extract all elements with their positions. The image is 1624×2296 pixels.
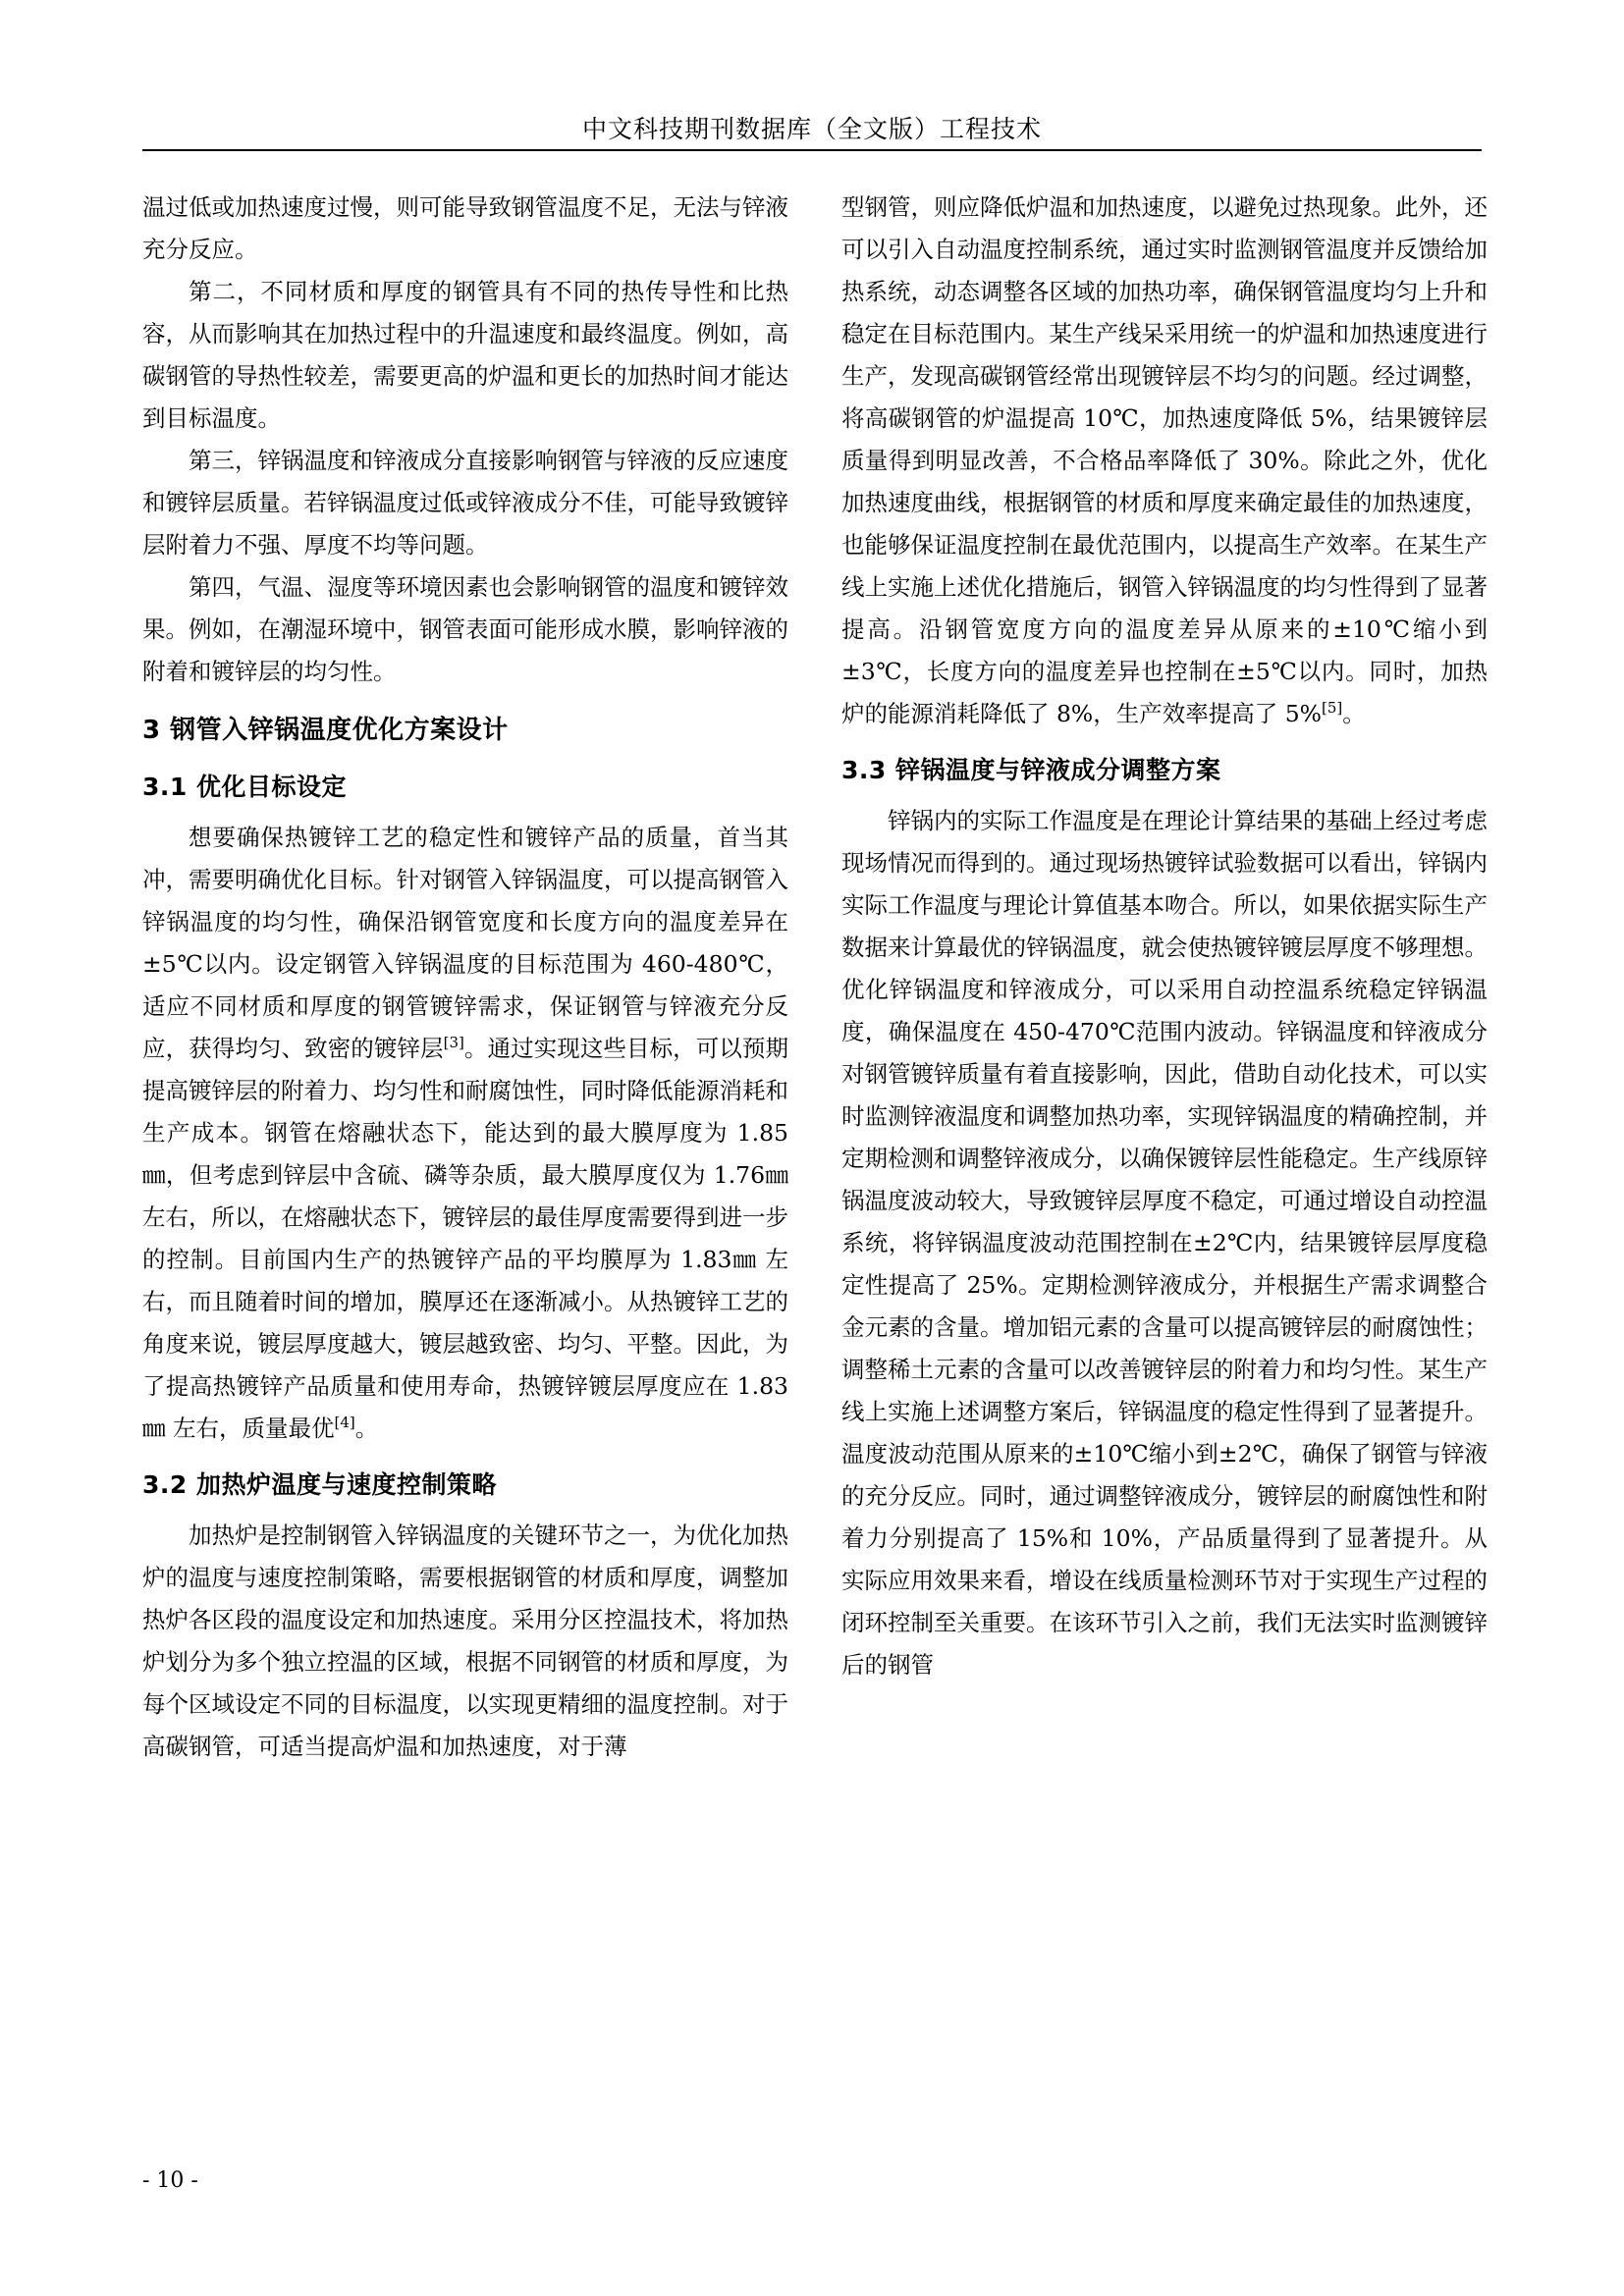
- citation-ref: [5]: [1322, 699, 1343, 718]
- paragraph: 温过低或加热速度过慢，则可能导致钢管温度不足，无法与锌液充分反应。: [142, 193, 788, 263]
- paragraph: 锌锅内的实际工作温度是在理论计算结果的基础上经过考虑现场情况而得到的。通过现场热镀锌试验数据可以看出，锌锅内实际工作温度与理论计算值基本吻合。所以，如果依据实际生产数据来计算最优的锌锅温度，就会使热镀锌镀层厚度不够理想。优化锌锅温度和锌液成分，可以采用自动控温系统稳定锌锅温度，确保温度在 450-470℃范围内波动。锌锅温度和锌液成分对钢管镀锌质量有着直接影响，因此，借助自动化技术，可以实时监测锌液温度和调整加热功率，实现锌锅温度的精确控制，并定期检测和调整锌液成分，以确保镀锌层性能稳定。生产线原锌锅温度波动较大，导致镀锌层厚度不稳定，可通过增设自动控温系统，将锌锅温度波动范围控制在±2℃内，结果镀锌层厚度稳定性提高了 25%。定期检测锌液成分，并根据生产需求调整合金元素的含量。增加铝元素的含量可以提高镀锌层的耐腐蚀性；调整稀土元素的含量可以改善镀锌层的附着力和均匀性。某生产线上实施上述调整方案后，锌锅温度的稳定性得到了显著提升。温度波动范围从原来的±10℃缩小到±2℃，确保了钢管与锌液的充分反应。同时，通过调整锌液成分，镀锌层的耐腐蚀性和附着力分别提高了 15%和 10%，产品质量得到了显著提升。从实际应用效果来看，增设在线质量检测环节对于实现生产过程的闭环控制至关重要。在该环节引入之前，我们无法实时监测镀锌后的钢管: [841, 807, 1488, 1679]
- right-column: [841, 187, 1488, 2032]
- subsection-heading-3-3: 3.3 锌锅温度与锌液成分调整方案: [841, 756, 1221, 784]
- page-number: - 10 -: [142, 2168, 198, 2193]
- paragraph: 第三，锌锅温度和锌液成分直接影响钢管与锌液的反应速度和镀锌层质量。若锌锅温度过低或锌液成分不佳，可能导致镀锌层附着力不强、厚度不均等问题。: [142, 447, 788, 559]
- header-divider: [142, 149, 1482, 151]
- two-column-body: [142, 187, 1488, 2032]
- paragraph-text: 型钢管，则应降低炉温和加热速度，以避免过热现象。此外，还可以引入自动温度控制系统，通过实时监测钢管温度并反馈给加热系统，动态调整各区域的加热功率，确保钢管温度均匀上升和稳定在目标范围内。某生产线呆采用统一的炉温和加热速度进行生产，发现高碳钢管经常出现镀锌层不均匀的问题。经过调整，将高碳钢管的炉温提高 10℃，加热速度降低 5%，结果镀锌层质量得到明显改善，不合格品率降低了 30%。除此之外，优化加热速度曲线，根据钢管的材质和厚度来确定最佳的加热速度，也能够保证温度控制在最优范围内，以提高生产效率。在某生产线上实施上述优化措施后，钢管入锌锅温度的均匀性得到了显著提高。沿钢管宽度方向的温度差异从原来的±10℃缩小到±3℃，长度方向的温度差异也控制在±5℃以内。同时，加热炉的能源消耗降低了 8%，生产效率提高了 5%: [841, 193, 1488, 727]
- paragraph: 第二，不同材质和厚度的钢管具有不同的热传导性和比热容，从而影响其在加热过程中的升温速度和最终温度。例如，高碳钢管的导热性较差，需要更高的炉温和更长的加热时间才能达到目标温度。: [142, 278, 788, 432]
- page-header: 中文科技期刊数据库（全文版）工程技术: [581, 115, 1042, 143]
- paragraph: 第四，气温、湿度等环境因素也会影响钢管的温度和镀锌效果。例如，在潮湿环境中，钢管表面可能形成水膜，影响锌液的附着和镀锌层的均匀性。: [142, 573, 788, 685]
- paragraph-text: 。: [1342, 700, 1366, 727]
- paragraph: [142, 817, 788, 1450]
- left-column: [142, 187, 788, 2032]
- subsection-heading-3-1: 3.1 优化目标设定: [142, 773, 347, 801]
- citation-ref: [3]: [443, 1034, 464, 1052]
- subsection-heading-3-2: 3.2 加热炉温度与速度控制策略: [142, 1470, 497, 1499]
- paragraph-text: 。: [354, 1415, 379, 1442]
- paragraph: [841, 187, 1488, 735]
- citation-ref: [4]: [334, 1414, 355, 1432]
- paragraph: 加热炉是控制钢管入锌锅温度的关键环节之一，为优化加热炉的温度与速度控制策略，需要根据钢管的材质和厚度，调整加热炉各区段的温度设定和加热速度。采用分区控温技术，将加热炉划分为多个独立控温的区域，根据不同钢管的材质和厚度，为每个区域设定不同的目标温度，以实现更精细的温度控制。对于高碳钢管，可适当提高炉温和加热速度，对于薄: [142, 1522, 788, 1760]
- paragraph-text: 。通过实现这些目标，可以预期提高镀锌层的附着力、均匀性和耐腐蚀性，同时降低能源消耗和生产成本。钢管在熔融状态下，能达到的最大膜厚度为 1.85㎜，但考虑到锌层中含硫、磷等杂质，最大膜厚度仅为 1.76㎜ 左右，所以，在熔融状态下，镀锌层的最佳厚度需要得到进一步的控制。目前国内生产的热镀锌产品的平均膜厚为 1.83㎜ 左右，而且随着时间的增加，膜厚还在逐渐减小。从热镀锌工艺的角度来说，镀层厚度越大，镀层越致密、均匀、平整。因此，为了提高热镀锌产品质量和使用寿命，热镀锌镀层厚度应在 1.83㎜ 左右，质量最优: [142, 1035, 789, 1442]
- section-heading-3: 3 钢管入锌锅温度优化方案设计: [142, 716, 509, 745]
- paragraph-text: 想要确保热镀锌工艺的稳定性和镀锌产品的质量，首当其冲，需要明确优化目标。针对钢管入锌锅温度，可以提高钢管入锌锅温度的均匀性，确保沿钢管宽度和长度方向的温度差异在±5℃以内。设定钢管入锌锅温度的目标范围为 460-480℃，适应不同材质和厚度的钢管镀锌需求，保证钢管与锌液充分反应，获得均匀、致密的镀锌层: [142, 824, 788, 1062]
